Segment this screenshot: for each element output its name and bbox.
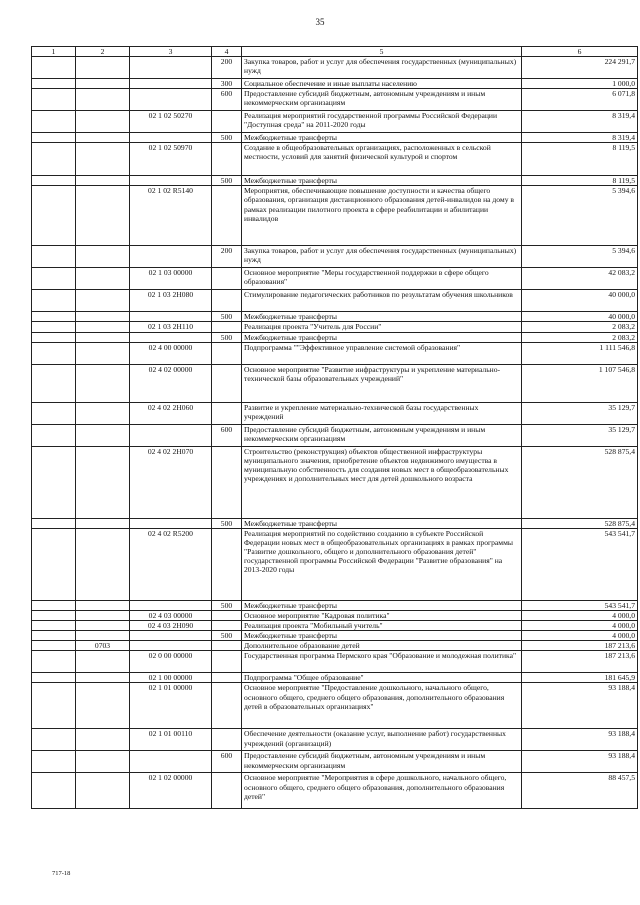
cell-col1	[32, 342, 76, 364]
cell-target-article: 02 1 01 00000	[130, 683, 212, 729]
cell-expense-type: 200	[212, 246, 242, 268]
cell-amount: 35 129,7	[522, 424, 638, 446]
cell-amount: 40 000,0	[522, 290, 638, 312]
cell-target-article: 02 1 02 50970	[130, 143, 212, 176]
cell-expense-type	[212, 268, 242, 290]
cell-target-article	[130, 751, 212, 773]
cell-amount: 88 457,5	[522, 773, 638, 809]
cell-col1	[32, 446, 76, 518]
cell-target-article: 02 4 03 2Н090	[130, 620, 212, 630]
cell-section	[76, 186, 130, 246]
cell-section	[76, 729, 130, 751]
table-row	[32, 751, 638, 773]
column-header: 4	[212, 47, 242, 57]
cell-description: Межбюджетные трансферты	[242, 631, 522, 641]
table-row	[32, 528, 638, 600]
cell-description: Межбюджетные трансферты	[242, 133, 522, 143]
cell-target-article	[130, 246, 212, 268]
cell-section	[76, 528, 130, 600]
cell-expense-type	[212, 143, 242, 176]
cell-col1	[32, 518, 76, 528]
cell-target-article: 02 1 03 2Н110	[130, 322, 212, 332]
table-row	[32, 79, 638, 89]
cell-col1	[32, 651, 76, 673]
budget-table	[31, 46, 638, 809]
cell-description: Стимулирование педагогических работников по результатам обучения школьников	[242, 290, 522, 312]
table-row	[32, 246, 638, 268]
cell-target-article	[130, 631, 212, 641]
cell-col1	[32, 133, 76, 143]
cell-col1	[32, 729, 76, 751]
cell-col1	[32, 186, 76, 246]
table-row	[32, 57, 638, 79]
cell-expense-type	[212, 773, 242, 809]
column-header: 2	[76, 47, 130, 57]
cell-expense-type	[212, 364, 242, 402]
cell-target-article: 02 4 02 00000	[130, 364, 212, 402]
cell-expense-type	[212, 322, 242, 332]
cell-section	[76, 683, 130, 729]
cell-col1	[32, 89, 76, 111]
cell-description: Государственная программа Пермского края "Образование и молодежная политика"	[242, 651, 522, 673]
cell-col1	[32, 641, 76, 651]
cell-description: Закупка товаров, работ и услуг для обеспечения государственных (муниципальных) нужд	[242, 246, 522, 268]
cell-expense-type	[212, 528, 242, 600]
table-row	[32, 651, 638, 673]
cell-col1	[32, 57, 76, 79]
cell-expense-type	[212, 641, 242, 651]
cell-target-article	[130, 518, 212, 528]
cell-col1	[32, 246, 76, 268]
cell-expense-type: 600	[212, 424, 242, 446]
cell-amount: 42 083,2	[522, 268, 638, 290]
cell-amount: 5 394,6	[522, 186, 638, 246]
cell-target-article: 02 0 00 00000	[130, 651, 212, 673]
cell-amount: 5 394,6	[522, 246, 638, 268]
cell-expense-type	[212, 610, 242, 620]
cell-section	[76, 600, 130, 610]
cell-section	[76, 631, 130, 641]
column-header: 3	[130, 47, 212, 57]
cell-description: Реализация мероприятий по содействию созданию в субъекте Российской Федерации новых мест в общеобразовательных организациях в рамках программы "Развитие дошкольного, общего и дополнительного образования детей" государственной программы Российской Федерации "Развитие образования" на 2013-2020 годы	[242, 528, 522, 600]
table-row	[32, 518, 638, 528]
cell-section	[76, 620, 130, 630]
table-row	[32, 143, 638, 176]
table-row	[32, 322, 638, 332]
cell-section	[76, 246, 130, 268]
cell-section	[76, 751, 130, 773]
cell-amount: 543 541,7	[522, 528, 638, 600]
table-row	[32, 186, 638, 246]
table-row	[32, 402, 638, 424]
table-body	[32, 57, 638, 809]
cell-target-article: 02 4 02 R5200	[130, 528, 212, 600]
table-row	[32, 268, 638, 290]
cell-expense-type: 200	[212, 57, 242, 79]
cell-section	[76, 773, 130, 809]
column-header: 5	[242, 47, 522, 57]
cell-section	[76, 79, 130, 89]
cell-description: Подпрограмма ""Эффективное управление системой образования"	[242, 342, 522, 364]
cell-section	[76, 322, 130, 332]
cell-expense-type	[212, 402, 242, 424]
cell-amount: 4 000,0	[522, 620, 638, 630]
cell-target-article	[130, 600, 212, 610]
cell-expense-type: 500	[212, 133, 242, 143]
cell-description: Реализация проекта "Мобильный учитель"	[242, 620, 522, 630]
cell-section	[76, 176, 130, 186]
cell-target-article: 02 1 03 2Н080	[130, 290, 212, 312]
column-header: 1	[32, 47, 76, 57]
cell-expense-type	[212, 111, 242, 133]
cell-section	[76, 446, 130, 518]
cell-amount: 187 213,6	[522, 651, 638, 673]
cell-expense-type	[212, 620, 242, 630]
cell-amount: 6 071,8	[522, 89, 638, 111]
cell-target-article: 02 1 01 00110	[130, 729, 212, 751]
cell-description: Предоставление субсидий бюджетным, автономным учреждениям и иным некоммерческим организациям	[242, 424, 522, 446]
cell-amount: 4 000,0	[522, 610, 638, 620]
cell-expense-type	[212, 290, 242, 312]
cell-amount: 187 213,6	[522, 641, 638, 651]
table-header	[32, 47, 638, 57]
cell-description: Предоставление субсидий бюджетным, автономным учреждениям и иным некоммерческим организациям	[242, 751, 522, 773]
cell-expense-type: 500	[212, 600, 242, 610]
table-row	[32, 610, 638, 620]
table-row	[32, 332, 638, 342]
cell-target-article	[130, 89, 212, 111]
cell-target-article	[130, 641, 212, 651]
cell-description: Основное мероприятие "Развитие инфраструктуры и укрепление материально-технической базы образовательных учреждений"	[242, 364, 522, 402]
cell-expense-type: 500	[212, 176, 242, 186]
cell-expense-type: 500	[212, 631, 242, 641]
table-row	[32, 424, 638, 446]
cell-description: Социальное обеспечение и иные выплаты населению	[242, 79, 522, 89]
cell-target-article: 02 4 02 2Н060	[130, 402, 212, 424]
cell-description: Межбюджетные трансферты	[242, 600, 522, 610]
cell-section	[76, 290, 130, 312]
cell-description: Основное мероприятие "Кадровая политика"	[242, 610, 522, 620]
cell-description: Закупка товаров, работ и услуг для обеспечения государственных (муниципальных) нужд	[242, 57, 522, 79]
cell-section	[76, 342, 130, 364]
cell-col1	[32, 364, 76, 402]
cell-amount: 35 129,7	[522, 402, 638, 424]
cell-col1	[32, 143, 76, 176]
table-row	[32, 729, 638, 751]
cell-expense-type	[212, 651, 242, 673]
cell-col1	[32, 528, 76, 600]
cell-col1	[32, 268, 76, 290]
cell-expense-type: 300	[212, 79, 242, 89]
cell-description: Предоставление субсидий бюджетным, автономным учреждениям и иным некоммерческим организациям	[242, 89, 522, 111]
cell-description: Создание в общеобразовательных организациях, расположенных в сельской местности, условий для занятий физической культурой и спортом	[242, 143, 522, 176]
cell-expense-type	[212, 673, 242, 683]
cell-section: 0703	[76, 641, 130, 651]
cell-section	[76, 651, 130, 673]
cell-amount: 40 000,0	[522, 312, 638, 322]
column-header: 6	[522, 47, 638, 57]
cell-description: Межбюджетные трансферты	[242, 312, 522, 322]
table-row	[32, 446, 638, 518]
cell-target-article	[130, 79, 212, 89]
cell-target-article: 02 4 03 00000	[130, 610, 212, 620]
cell-target-article: 02 1 02 50270	[130, 111, 212, 133]
cell-description: Межбюджетные трансферты	[242, 332, 522, 342]
cell-target-article: 02 1 00 00000	[130, 673, 212, 683]
cell-expense-type	[212, 683, 242, 729]
table-row	[32, 133, 638, 143]
cell-description: Реализация проекта "Учитель для России"	[242, 322, 522, 332]
cell-description: Дополнительное образование детей	[242, 641, 522, 651]
cell-col1	[32, 290, 76, 312]
table-row	[32, 620, 638, 630]
cell-col1	[32, 322, 76, 332]
cell-target-article	[130, 332, 212, 342]
cell-target-article	[130, 312, 212, 322]
cell-amount: 8 319,4	[522, 111, 638, 133]
cell-target-article	[130, 57, 212, 79]
table-row	[32, 176, 638, 186]
cell-target-article	[130, 133, 212, 143]
cell-description: Реализация мероприятий государственной программы Российской Федерации "Доступная среда" на 2011-2020 годы	[242, 111, 522, 133]
cell-col1	[32, 176, 76, 186]
cell-target-article	[130, 424, 212, 446]
cell-amount: 93 188,4	[522, 683, 638, 729]
cell-description: Основное мероприятие "Предоставление дошкольного, начального общего, основного общего, среднего общего образования, дополнительного образования детей в образовательных организациях"	[242, 683, 522, 729]
cell-col1	[32, 683, 76, 729]
cell-col1	[32, 610, 76, 620]
cell-col1	[32, 773, 76, 809]
cell-amount: 528 875,4	[522, 518, 638, 528]
cell-col1	[32, 111, 76, 133]
cell-amount: 93 188,4	[522, 751, 638, 773]
cell-description: Основное мероприятие "Меры государственной поддержки в сфере общего образования"	[242, 268, 522, 290]
cell-section	[76, 402, 130, 424]
cell-section	[76, 89, 130, 111]
cell-expense-type: 500	[212, 312, 242, 322]
cell-section	[76, 268, 130, 290]
cell-target-article: 02 1 02 00000	[130, 773, 212, 809]
cell-expense-type	[212, 342, 242, 364]
cell-amount: 1 000,0	[522, 79, 638, 89]
cell-section	[76, 610, 130, 620]
table-row	[32, 600, 638, 610]
cell-amount: 93 188,4	[522, 729, 638, 751]
cell-col1	[32, 332, 76, 342]
footer-code: 717-18	[52, 870, 71, 877]
cell-section	[76, 133, 130, 143]
cell-target-article: 02 4 02 2Н070	[130, 446, 212, 518]
cell-description: Подпрограмма "Общее образование"	[242, 673, 522, 683]
cell-expense-type	[212, 446, 242, 518]
cell-expense-type: 500	[212, 332, 242, 342]
table-row	[32, 312, 638, 322]
cell-expense-type	[212, 186, 242, 246]
cell-expense-type: 600	[212, 89, 242, 111]
cell-amount: 224 291,7	[522, 57, 638, 79]
cell-col1	[32, 620, 76, 630]
cell-amount: 8 119,5	[522, 143, 638, 176]
cell-col1	[32, 424, 76, 446]
cell-col1	[32, 402, 76, 424]
cell-section	[76, 424, 130, 446]
table-row	[32, 673, 638, 683]
cell-description: Обеспечение деятельности (оказание услуг, выполнение работ) государственных учреждений (организаций)	[242, 729, 522, 751]
table-row	[32, 683, 638, 729]
cell-amount: 543 541,7	[522, 600, 638, 610]
table-row	[32, 364, 638, 402]
cell-col1	[32, 673, 76, 683]
cell-amount: 1 107 546,8	[522, 364, 638, 402]
cell-description: Развитие и укрепление материально-технической базы государственных учреждений	[242, 402, 522, 424]
cell-col1	[32, 312, 76, 322]
cell-description: Мероприятия, обеспечивающие повышение доступности и качества общего образования, организация дистанционного образования детей-инвалидов на дому в рамках реализации пилотного проекта в сфере реабилитации и абилитации инвалидов	[242, 186, 522, 246]
cell-col1	[32, 751, 76, 773]
cell-description: Межбюджетные трансферты	[242, 518, 522, 528]
cell-target-article: 02 4 00 00000	[130, 342, 212, 364]
table-row	[32, 641, 638, 651]
cell-amount: 528 875,4	[522, 446, 638, 518]
cell-amount: 2 083,2	[522, 332, 638, 342]
cell-section	[76, 518, 130, 528]
cell-section	[76, 673, 130, 683]
cell-amount: 8 319,4	[522, 133, 638, 143]
table-row	[32, 342, 638, 364]
cell-target-article	[130, 176, 212, 186]
page-number: 35	[315, 17, 325, 27]
table-row	[32, 773, 638, 809]
cell-col1	[32, 631, 76, 641]
table-row	[32, 89, 638, 111]
cell-description: Межбюджетные трансферты	[242, 176, 522, 186]
cell-section	[76, 143, 130, 176]
cell-amount: 2 083,2	[522, 322, 638, 332]
cell-target-article: 02 1 03 00000	[130, 268, 212, 290]
cell-col1	[32, 79, 76, 89]
cell-section	[76, 57, 130, 79]
cell-expense-type: 600	[212, 751, 242, 773]
cell-amount: 4 000,0	[522, 631, 638, 641]
cell-col1	[32, 600, 76, 610]
cell-expense-type	[212, 729, 242, 751]
cell-expense-type: 500	[212, 518, 242, 528]
cell-target-article: 02 1 02 R5140	[130, 186, 212, 246]
table-row	[32, 111, 638, 133]
cell-section	[76, 312, 130, 322]
table-row	[32, 290, 638, 312]
cell-section	[76, 364, 130, 402]
cell-section	[76, 332, 130, 342]
cell-section	[76, 111, 130, 133]
cell-description: Строительство (реконструкция) объектов общественной инфраструктуры муниципального значения, приобретение объектов недвижимого имущества в муниципальную собственность для создания новых мест в общеобразовательных учреждениях и дополнительных мест для детей дошкольного возраста	[242, 446, 522, 518]
cell-amount: 1 111 546,8	[522, 342, 638, 364]
table-row	[32, 631, 638, 641]
cell-amount: 8 119,5	[522, 176, 638, 186]
cell-description: Основное мероприятие "Мероприятия в сфере дошкольного, начального общего, основного общего, среднего общего образования, дополнительного образования детей"	[242, 773, 522, 809]
cell-amount: 181 645,9	[522, 673, 638, 683]
